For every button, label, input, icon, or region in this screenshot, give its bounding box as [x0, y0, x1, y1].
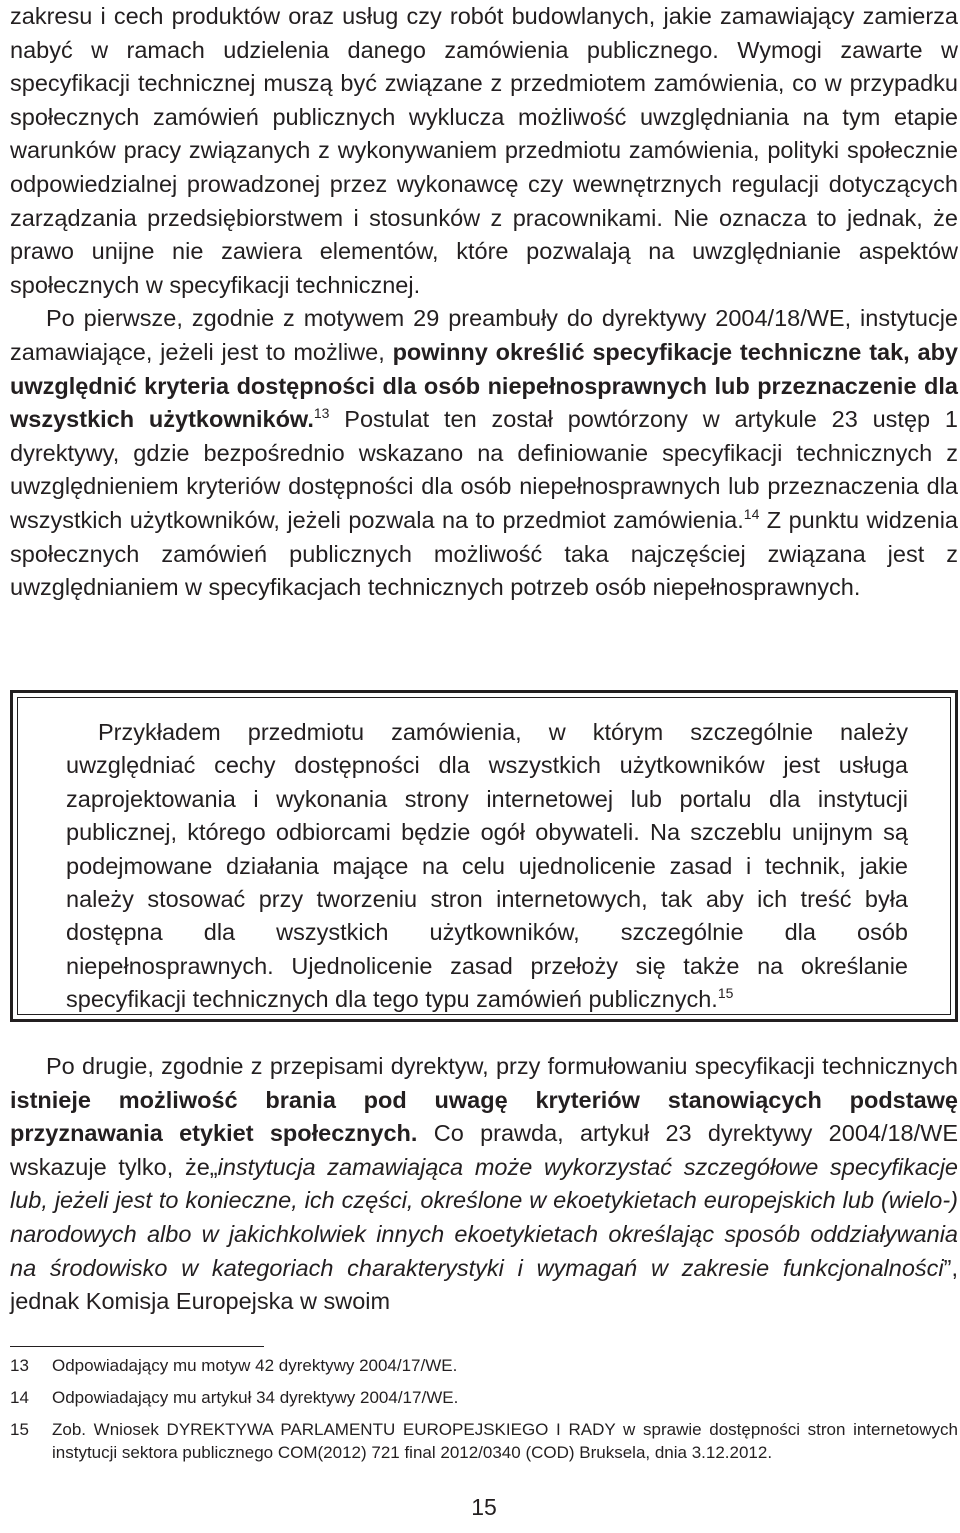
footnote-number: 14 — [10, 1388, 29, 1407]
document-page — [10, 0, 959, 1520]
footnote-15 — [10, 1418, 958, 1464]
footnote-text: Odpowiadający mu artykuł 34 dyrektywy 2004/17/WE. — [52, 1388, 459, 1407]
paragraph-first-point-text-b: Postulat ten został powtórzony w artykule 23 ustęp 1 dyrektywy, gdzie bezpośrednio wskazano na definiowanie specyfikacji technicznych z uwzględnieniem kryteriów dostępności dla osób niepełnosprawnych lub przeznaczenia dla wszystkich użytkowników, jeżeli pozwala na to przedmiot zamówienia. — [10, 406, 958, 533]
body-text-continued — [10, 1050, 958, 1319]
footnote-divider — [10, 1346, 264, 1347]
paragraph-second-point-text-a: Po drugie, zgodnie z przepisami dyrektyw, przy formułowaniu specyfikacji technicznych — [46, 1053, 958, 1079]
footnote-text: Odpowiadający mu motyw 42 dyrektywy 2004/17/WE. — [52, 1356, 458, 1375]
footnote-13 — [10, 1354, 958, 1377]
example-box-inner — [17, 697, 951, 1015]
example-box — [10, 690, 958, 1022]
example-box-text: Przykładem przedmiotu zamówienia, w którym szczególnie należy uwzględniać cechy dostępności dla wszystkich użytkowników jest usługa zaprojektowania i wykonania strony internetowej lub portalu dla instytucji publicznej, którego odbiorcami będzie ogół obywateli. Na szczeblu unijnym są podejmowane działania mające na celu ujednolicenie zasad i technik, jakie należy stosować przy tworzeniu stron internetowych, tak aby ich treść była dostępna dla wszystkich użytkowników, szczególnie dla osób niepełnosprawnych. Ujednolicenie zasad przełoży się także na określanie specyfikacji technicznych dla tego typu zamówień publicznych. — [66, 719, 908, 1013]
paragraph-second-point-text-b: Co prawda, artykuł 23 dyrektywy 2004/18/WE wskazuje tylko, że„ — [10, 1120, 959, 1180]
footnote-ref-15[interactable]: 15 — [717, 985, 734, 1002]
footnote-number: 13 — [10, 1356, 29, 1375]
example-box-paragraph — [66, 716, 908, 1017]
footnote-number: 15 — [10, 1420, 29, 1439]
paragraph-intro — [10, 0, 958, 302]
footnote-14 — [10, 1386, 958, 1409]
footnote-text: Zob. Wniosek DYREKTYWA PARLAMENTU EUROPEJSKIEGO I RADY w sprawie dostępności stron internetowych instytucji sektora publicznego COM(2012) 721 final 2012/0340 (COD) Bruksela, dnia 3.12.2012. — [52, 1420, 958, 1462]
paragraph-second-point-text-c: ”, jednak Komisja Europejska w swoim — [10, 1254, 958, 1315]
footnotes — [10, 1354, 958, 1473]
paragraph-first-point-bold: powinny określić specyfikacje techniczne tak, aby uwzględnić kryteria dostępności dla osób niepełnosprawnych lub przeznaczenie dla wszystkich użytkowników. — [10, 338, 958, 433]
footnote-ref-14[interactable]: 14 — [743, 506, 760, 523]
paragraph-first-point-text-c: Z punktu widzenia społecznych zamówień publicznych możliwość taka najczęściej związana jest z uwzględnianiem w specyfikacjach technicznych potrzeb osób niepełnosprawnych. — [10, 506, 958, 601]
footnote-ref-13[interactable]: 13 — [313, 405, 330, 422]
paragraph-second-point-bold: istnieje możliwość brania pod uwagę kryteriów stanowiących podstawę przyznawania etykiet społecznych. — [10, 1086, 958, 1147]
paragraph-second-point-quote: instytucja zamawiająca może wykorzystać szczegółowe specyfikacje lub, jeżeli jest to konieczne, ich części, określone w ekoetykietach europejskich lub (wielo-) narodowych albo w jakichkolwiek innych ekoetykietach określając sposób oddziaływania na środowisko w kategoriach charakterystyki i wymagań w zakresie funkcjonalności — [10, 1153, 959, 1281]
paragraph-intro-text: zakresu i cech produktów oraz usług czy robót budowlanych, jakie zamawiający zamierza nabyć w ramach udzielenia danego zamówienia publicznego. Wymogi zawarte w specyfikacji technicznej muszą być związane z przedmiotem zamówienia, co w przypadku społecznych zamówień publicznych wyklucza możliwość uwzględniania na tym etapie warunków pracy związanych z wykonywaniem przedmiotu zamówienia, polityki społecznie odpowiedzialnej prowadzonej przez wykonawcę czy wewnętrznych regulacji dotyczących zarządzania przedsiębiorstwem i stosunków z pracownikami. Nie oznacza to jednak, że prawo unijne nie zawiera elementów, które pozwalają na uwzględnianie aspektów społecznych w specyfikacji technicznej. — [10, 3, 958, 298]
paragraph-first-point-text-a: Po pierwsze, zgodnie z motywem 29 preambuły do dyrektywy 2004/18/WE, instytucje zamawiające, jeżeli jest to możliwe, — [10, 305, 958, 365]
paragraph-first-point — [10, 302, 958, 604]
page-number: 15 — [471, 1494, 497, 1520]
body-text — [10, 0, 958, 605]
paragraph-second-point — [10, 1050, 958, 1319]
